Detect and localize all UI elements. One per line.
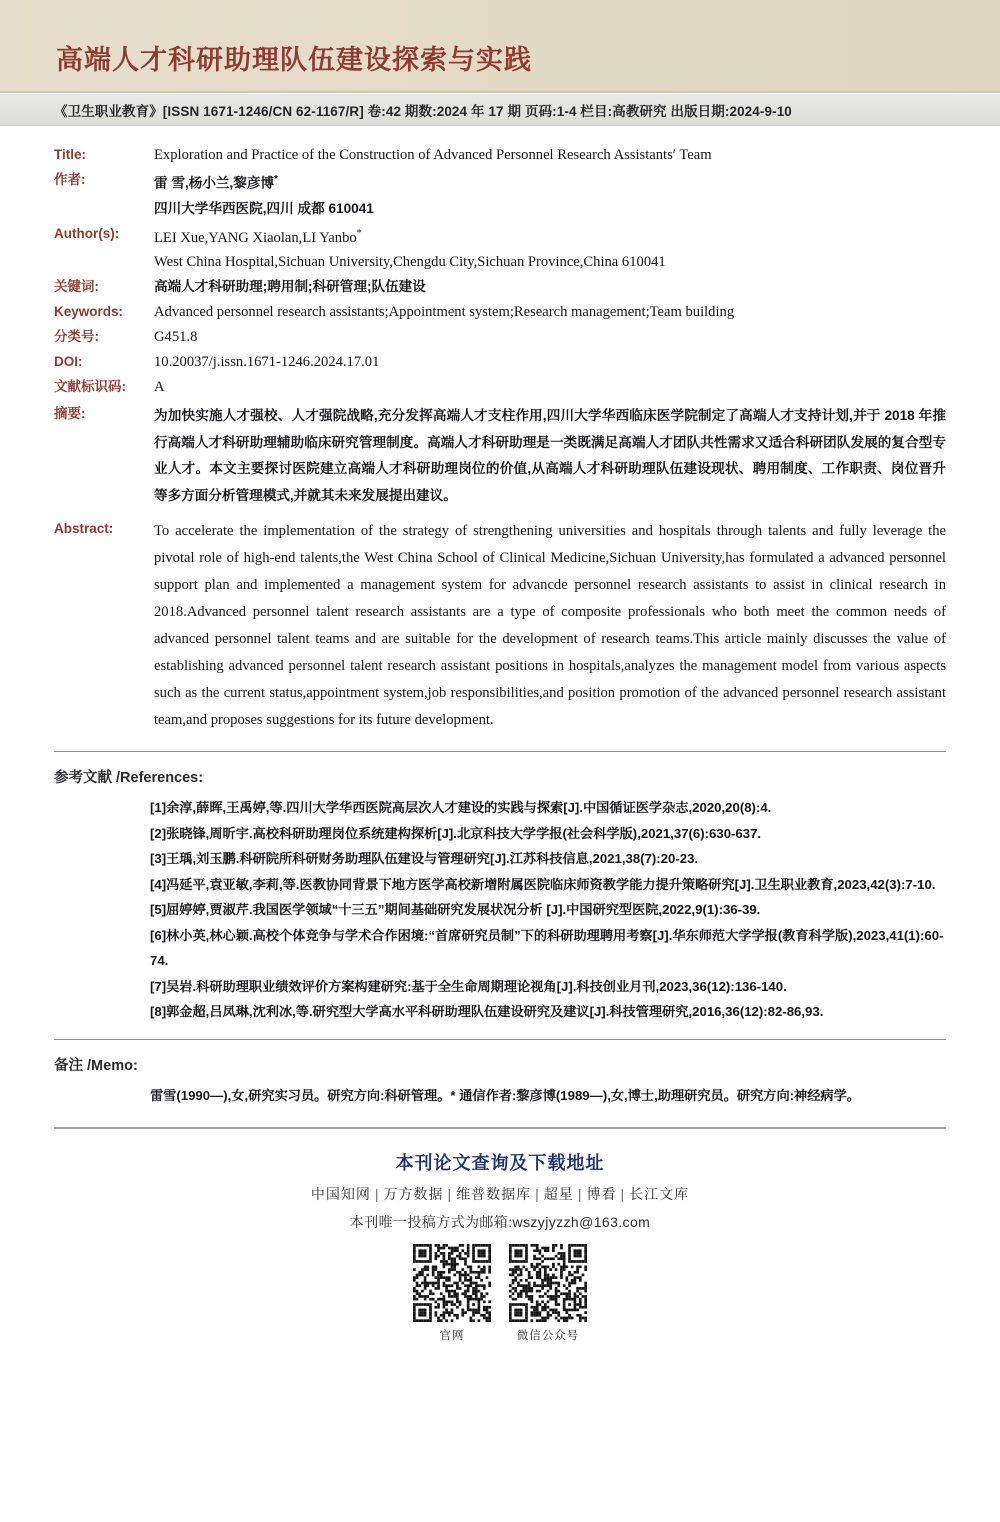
metadata-row	[54, 326, 946, 351]
qr-code-icon	[509, 1244, 587, 1322]
metadata-value: West China Hospital,Sichuan University,Chengdu City,Sichuan Province,China 610041	[154, 254, 666, 271]
footer-qr-label: 微信公众号	[516, 1329, 580, 1342]
metadata-value: A	[154, 379, 165, 396]
footer-separator: |	[447, 1185, 453, 1202]
reference-item: [8]郭金超,吕凤琳,沈利冰,等.研究型大学高水平科研助理队伍建设研究及建议[J].科技管理研究,2016,36(12):82-86,93.	[150, 1004, 824, 1020]
journal-info-line: 《卫生职业教育》[ISSN 1671-1246/CN 62-1167/R] 卷:42 期数:2024 年 17 期 页码:1-4 栏目:高教研究 出版日期:2024-9-10	[54, 103, 792, 119]
abstract-cn-text: 为加快实施人才强校、人才强院战略,充分发挥高端人才支柱作用,四川大学华西临床医学院制定了高端人才支持计划,并于 2018 年推行高端人才科研助理辅助临床研究管理制度。高端人才科研助理是一类既满足高端人才团队共性需求又适合科研团队发展的复合型专业人才。本文主要探讨医院建立高端人才科研助理岗位的价值,从高端人才科研助理队伍建设现状、聘用制度、工作职责、岗位晋升等多方面分析管理模式,并就其未来发展提出建议。	[154, 408, 946, 503]
corresponding-author-marker: *	[356, 227, 362, 239]
footer-qr-label: 官网	[439, 1329, 465, 1342]
reference-item: [5]屈婷婷,贾淑芹.我国医学领域“十三五”期间基础研究发展状况分析 [J].中国研究型医院,2022,9(1):36-39.	[150, 902, 761, 918]
footer-database-link[interactable]: 维普数据库	[456, 1185, 532, 1202]
footer-database-link[interactable]: 中国知网	[310, 1185, 371, 1202]
metadata-label: Author(s):	[54, 225, 120, 241]
qr-code-icon	[413, 1244, 491, 1322]
reference-item: [3]王瑀,刘玉鹏.科研院所科研财务助理队伍建设与管理研究[J].江苏科技信息,2021,38(7):20-23.	[150, 851, 699, 867]
metadata-label: 关键词:	[54, 279, 99, 295]
metadata-label: 作者:	[54, 172, 86, 187]
footer-block	[54, 1129, 946, 1343]
footer-qr-block	[413, 1244, 491, 1343]
footer-database-link[interactable]: 博看	[586, 1185, 617, 1202]
article-metadata-table	[54, 144, 946, 401]
metadata-value: 高端人才科研助理;聘用制;科研管理;队伍建设	[154, 279, 426, 295]
metadata-row	[54, 276, 946, 301]
abstract-cn-block	[54, 403, 946, 512]
corresponding-author-marker: *	[274, 174, 278, 185]
footer-qr-block	[509, 1244, 587, 1343]
metadata-row	[54, 198, 946, 223]
abstract-en-block	[54, 518, 946, 737]
memo-heading: 备注 /Memo:	[54, 1057, 138, 1074]
metadata-row	[54, 144, 946, 169]
footer-database-link[interactable]: 超星	[543, 1185, 574, 1202]
metadata-value: Exploration and Practice of the Construction of Advanced Personnel Research Assistants′ Team	[154, 147, 712, 163]
reference-item: [6]林小英,林心颖.高校个体竞争与学术合作困境:“首席研究员制”下的科研助理聘用考察[J].华东师范大学学报(教育科学版),2023,41(1):60-74.	[150, 927, 944, 969]
footer-database-link[interactable]: 长江文库	[629, 1185, 690, 1202]
references-list	[54, 795, 946, 1025]
metadata-label: 文献标识码:	[54, 379, 126, 395]
metadata-label: 分类号:	[54, 329, 99, 345]
metadata-row	[54, 301, 946, 326]
metadata-row	[54, 251, 946, 276]
abstract-en-text: To accelerate the implementation of the strategy of strengthening universities and hospitals through talents and fully leverage the pivotal role of high-end talents,the West China School of Clinical Medicine,Sichuan University,has formulated a advanced personnel support plan and implemented a management system for advancde personnel research assistants to assist in clinical research in 2018.Advanced personnel talent research assistants are a type of composite professionals who both meet the common needs of advanced personnel talent teams and are suitable for the development of research teams.This article mainly discusses the value of establishing advanced personnel talent research assistant positions in hospitals,analyzes the management model from various aspects such as the current status,appointment system,job responsibilities,and position promotion of the advanced personnel research assistant team,and proposes suggestions for its future development.	[154, 523, 946, 729]
footer-title: 本刊论文查询及下载地址	[395, 1152, 605, 1173]
metadata-row	[54, 351, 946, 376]
metadata-label: Keywords:	[54, 304, 124, 320]
metadata-label: Title:	[54, 147, 87, 162]
footer-separator: |	[535, 1185, 540, 1202]
footer-submission-note: 本刊唯一投稿方式为邮箱:wszyjyzzh@163.com	[349, 1213, 651, 1230]
divider-above-memo	[54, 1039, 946, 1040]
metadata-value: G451.8	[154, 329, 198, 346]
references-heading: 参考文献 /References:	[54, 770, 204, 787]
divider-above-references	[54, 751, 946, 752]
metadata-label	[54, 251, 154, 276]
metadata-label	[54, 198, 154, 223]
journal-info-band	[0, 93, 1000, 126]
metadata-row	[54, 169, 946, 198]
metadata-value: 10.20037/j.issn.1671-1246.2024.17.01	[154, 354, 380, 371]
metadata-value: 四川大学华西医院,四川 成都 610041	[154, 200, 374, 216]
metadata-value: LEI Xue,YANG Xiaolan,LI Yanbo*	[154, 227, 362, 246]
reference-item: [7]吴岩.科研助理职业绩效评价方案构建研究:基于全生命周期理论视角[J].科技创业月刊,2023,36(12):136-140.	[150, 978, 787, 994]
footer-qr-row	[54, 1244, 946, 1343]
page-header-band	[0, 0, 1000, 93]
abstract-cn-label: 摘要:	[54, 406, 86, 422]
metadata-value: 雷 雪,杨小兰,黎彦博*	[154, 174, 278, 191]
metadata-row	[54, 376, 946, 401]
metadata-row	[54, 223, 946, 252]
footer-separator: |	[620, 1185, 626, 1202]
metadata-value: Advanced personnel research assistants;Appointment system;Research management;Team building	[154, 304, 735, 321]
footer-separator: |	[577, 1185, 583, 1202]
memo-text: 雷雪(1990—),女,研究实习员。研究方向:科研管理。* 通信作者:黎彦博(1989—),女,博士,助理研究员。研究方向:神经病学。	[150, 1087, 860, 1103]
reference-item: [1]余淳,薛晖,王禹婷,等.四川大学华西医院高层次人才建设的实践与探索[J].中国循证医学杂志,2020,20(8):4.	[150, 800, 772, 816]
reference-item: [4]冯延平,袁亚敏,李莉,等.医教协同背景下地方医学高校新增附属医院临床师资教学能力提升策略研究[J].卫生职业教育,2023,42(3):7-10.	[150, 876, 936, 892]
page-title: 高端人才科研助理队伍建设探索与实践	[56, 45, 532, 75]
metadata-label: DOI:	[54, 354, 83, 370]
reference-item: [2]张晓锋,周昕宇.高校科研助理岗位系统建构探析[J].北京科技大学学报(社会科学版),2021,37(6):630-637.	[150, 825, 762, 841]
footer-database-list	[54, 1184, 946, 1204]
footer-database-link[interactable]: 万方数据	[383, 1185, 444, 1202]
abstract-en-label: Abstract:	[54, 521, 114, 537]
footer-separator: |	[374, 1185, 380, 1202]
